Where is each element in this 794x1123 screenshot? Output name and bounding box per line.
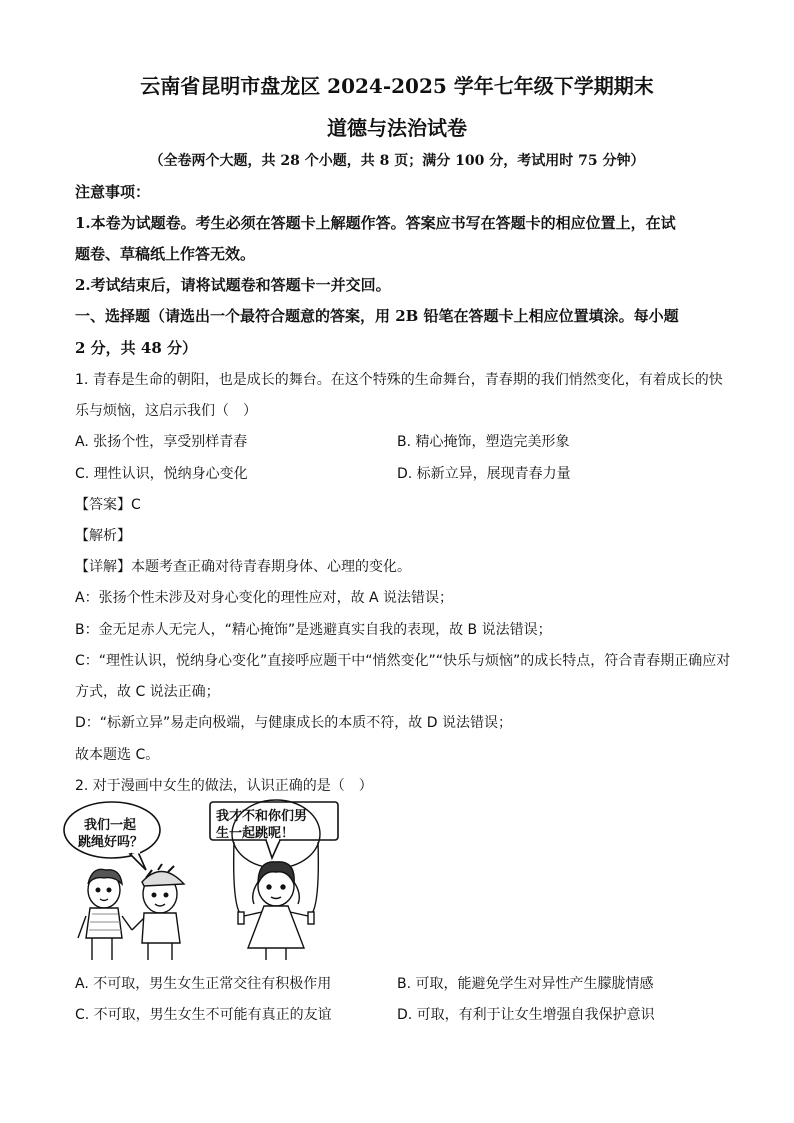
q1-detail: 【详解】本题考查正确对待青春期身体、心理的变化。	[75, 559, 411, 575]
comic-illustration	[62, 798, 362, 963]
comic-bubble-right-line2: 生一起跳呢！	[216, 826, 295, 841]
section1-line1: 一、选择题（请选出一个最符合题意的答案，用 2B 铅笔在答题卡上相应位置填涂。每小题	[75, 307, 679, 325]
q1-option-b: B. 精心掩饰，塑造完美形象	[397, 434, 570, 450]
q1-explanation-c-line2: 方式，故 C 说法正确；	[75, 684, 220, 700]
notice-item1-line2: 题卷、草稿纸上作答无效。	[75, 245, 256, 263]
q2-stem: 2. 对于漫画中女生的做法，认识正确的是（ ）	[75, 778, 373, 794]
q1-explanation-a: A：张扬个性未涉及对身心变化的理性应对，故 A 说法错误；	[75, 590, 454, 606]
comic-bubble-left-line1: 我们一起	[84, 818, 137, 833]
q2-option-b: B. 可取，能避免学生对异性产生朦胧情感	[397, 976, 654, 992]
q1-conclusion: 故本题选 C。	[75, 747, 160, 763]
page-title: 云南省昆明市盘龙区 2024-2025 学年七年级下学期期末	[140, 74, 654, 98]
q1-stem-line1: 1. 青春是生命的朝阳，也是成长的舞台。在这个特殊的生命舞台，青春期的我们悄然变化，有着成长的快	[75, 372, 723, 388]
q1-answer: 【答案】C	[75, 497, 141, 513]
comic-bubble-left-line2: 跳绳好吗？	[78, 835, 144, 850]
comic-bubble-right-line1: 我才不和你们男	[216, 809, 308, 824]
section1-line2: 2 分，共 48 分）	[75, 339, 197, 357]
q1-explanation-c-line1: C：“理性认识，悦纳身心变化”直接呼应题干中“悄然变化”“快乐与烦恼”的成长特点，符合青春期正确应对	[75, 653, 731, 669]
q1-option-a: A. 张扬个性，享受别样青春	[75, 434, 248, 450]
notice-heading: 注意事项：	[75, 183, 151, 201]
q2-option-d: D. 可取，有利于让女生增强自我保护意识	[397, 1007, 655, 1023]
q1-explanation-b: B：金无足赤人无完人，“精心掩饰”是逃避真实自我的表现，故 B 说法错误；	[75, 622, 552, 638]
q1-analysis-label: 【解析】	[75, 528, 131, 544]
q1-stem-line2: 乐与烦恼，这启示我们（ ）	[75, 403, 257, 419]
q1-explanation-d: D：“标新立异”易走向极端，与健康成长的本质不符，故 D 说法错误；	[75, 715, 512, 731]
notice-item1-line1: 1.本卷为试题卷。考生必须在答题卡上解题作答。答案应书写在答题卡的相应位置上，在试	[75, 214, 676, 232]
q1-option-c: C. 理性认识，悦纳身心变化	[75, 466, 248, 482]
q2-option-a: A. 不可取，男生女生正常交往有积极作用	[75, 976, 332, 992]
q1-option-d: D. 标新立异，展现青春力量	[397, 466, 571, 482]
q2-option-c: C. 不可取，男生女生不可能有真正的友谊	[75, 1007, 332, 1023]
page-subtitle: 道德与法治试卷	[327, 116, 467, 140]
notice-item2: 2.考试结束后，请将试题卷和答题卡一并交回。	[75, 276, 391, 294]
exam-info: （全卷两个大题，共 28 个小题，共 8 页；满分 100 分，考试用时 75 分钟）	[149, 153, 645, 169]
